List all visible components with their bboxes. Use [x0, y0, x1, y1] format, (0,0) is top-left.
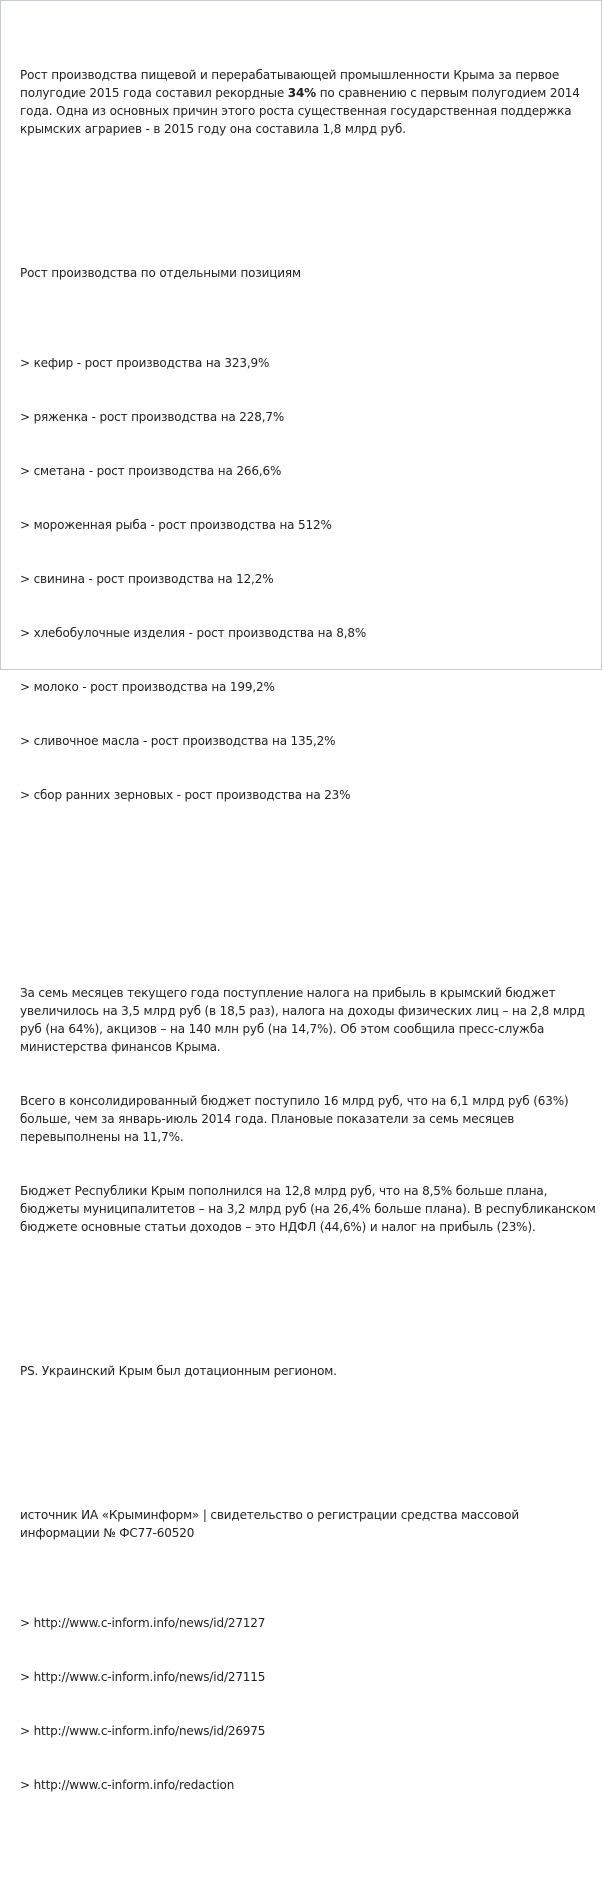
spacer: [20, 894, 598, 930]
budget-paragraph: Бюджет Республики Крым пополнился на 12,8 млрд руб, что на 8,5% больше плана, бюджеты муниципалитетов – на 3,2 млрд руб (на 26,4% больше плана). В республиканском бюджете основные статьи доходов – это НДФЛ (44,6%) и налог на прибыль (23%).: [20, 1184, 600, 1234]
intro-text-part1: Рост производства пищевой и перерабатывающей промышленности Крыма за первое полугодие 2015 года составил рекордные: [20, 68, 563, 100]
list-item: > мороженная рыба - рост производства на 512%: [20, 518, 332, 532]
list-item: > молоко - рост производства на 199,2%: [20, 680, 275, 694]
source-link[interactable]: > http://www.c-inform.info/news/id/26975: [20, 1724, 266, 1738]
list-item: > сбор ранних зерновых - рост производства на 23%: [20, 788, 351, 802]
post-content: [20, 12, 598, 1884]
intro-paragraph: [20, 66, 598, 138]
list-item: > свинина - рост производства на 12,2%: [20, 572, 274, 586]
spacer: [20, 192, 598, 210]
spacer: [20, 1290, 598, 1308]
source-link[interactable]: > http://www.c-inform.info/news/id/27115: [20, 1670, 266, 1684]
source-link[interactable]: > http://www.c-inform.info/news/id/27127: [20, 1616, 266, 1630]
positions-heading: Рост производства по отдельными позициям: [20, 266, 301, 280]
source-links: [20, 1578, 598, 1830]
list-item: > сливочное масла - рост производства на 135,2%: [20, 734, 336, 748]
list-item: > кефир - рост производства на 323,9%: [20, 356, 270, 370]
intro-text-part2: по сравнению с первым полугодием 2014 года. Одна из основных причин этого роста существенная государственная поддержка крымских аграриев - в 2015 году она составила 1,8 млрд руб.: [20, 86, 584, 136]
list-item: > сметана - рост производства на 266,6%: [20, 464, 282, 478]
list-item: > хлебобулочные изделия - рост производства на 8,8%: [20, 626, 367, 640]
source-link[interactable]: > http://www.c-inform.info/redaction: [20, 1778, 235, 1792]
ps-note: PS. Украинский Крым был дотационным регионом.: [20, 1364, 337, 1378]
budget-paragraph: За семь месяцев текущего года поступление налога на прибыль в крымский бюджет увеличилось на 3,5 млрд руб (в 18,5 раз), налога на доходы физических лиц – на 2,8 млрд руб (на 64%), акцизов – на 140 млн руб (на 14,7%). Об этом сообщила пресс-служба министерства финансов Крыма.: [20, 986, 589, 1054]
spacer: [20, 1434, 598, 1452]
source-text: источник ИА «Крыминформ» | свидетельство о регистрации средства массовой информации № ФС77-60520: [20, 1508, 523, 1540]
intro-highlight: 34%: [287, 86, 317, 100]
list-item: > ряженка - рост производства на 228,7%: [20, 410, 285, 424]
budget-paragraph: Всего в консолидированный бюджет поступило 16 млрд руб, что на 6,1 млрд руб (63%) больше, чем за январь-июль 2014 года. Плановые показатели за семь месяцев перевыполнены на 11,7%.: [20, 1094, 573, 1144]
positions-list: [20, 318, 598, 840]
